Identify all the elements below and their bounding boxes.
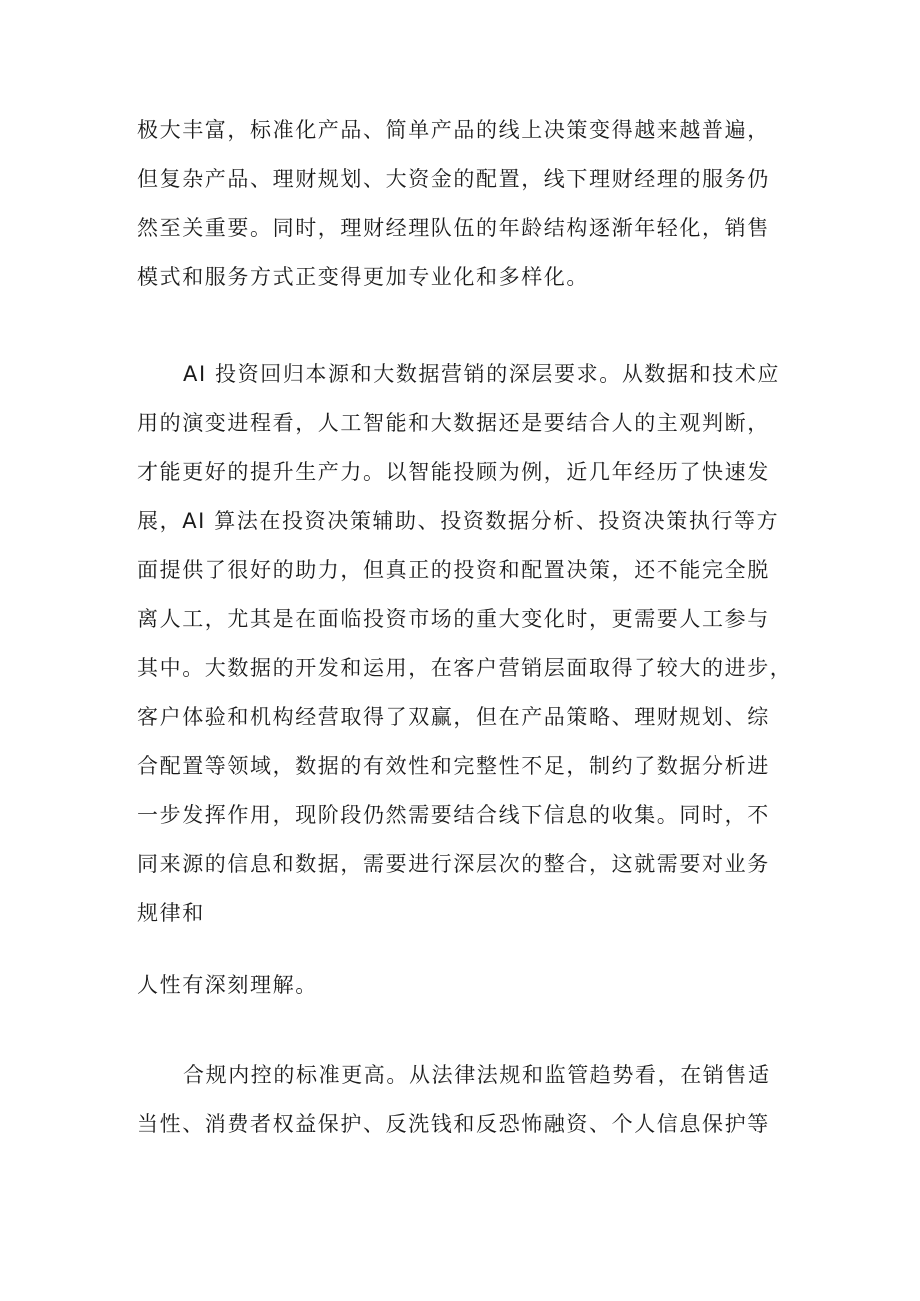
text-line: 展，AI 算法在投资决策辅助、投资数据分析、投资决策执行等方 bbox=[137, 509, 780, 533]
text-line: 客户体验和机构经营取得了双赢，但在产品策略、理财规划、综 bbox=[137, 705, 770, 729]
text-line: 然至关重要。同时，理财经理队伍的年龄结构逐渐年轻化，销售 bbox=[137, 216, 770, 240]
text-line: 用的演变进程看，人工智能和大数据还是要结合人的主观判断， bbox=[137, 411, 770, 435]
text-line: 模式和服务方式正变得更加专业化和多样化。 bbox=[137, 265, 589, 289]
text-line: 合配置等领域，数据的有效性和完整性不足，制约了数据分析进 bbox=[137, 754, 770, 778]
text-line: 当性、消费者权益保护、反洗钱和反恐怖融资、个人信息保护等 bbox=[137, 1112, 770, 1136]
text-line: 才能更好的提升生产力。以智能投顾为例，近几年经历了快速发 bbox=[137, 460, 770, 484]
text-line: AI 投资回归本源和大数据营销的深层要求。从数据和技术应 bbox=[183, 362, 781, 386]
text-line: 其中。大数据的开发和运用，在客户营销层面取得了较大的进步， bbox=[137, 656, 793, 680]
text-line: 规律和 bbox=[137, 901, 205, 925]
text-line: 合规内控的标准更高。从法律法规和监管趋势看，在销售适 bbox=[183, 1063, 771, 1087]
text-line: 人性有深刻理解。 bbox=[137, 973, 318, 997]
text-line: 但复杂产品、理财规划、大资金的配置，线下理财经理的服务仍 bbox=[137, 167, 770, 191]
text-line: 一步发挥作用，现阶段仍然需要结合线下信息的收集。同时，不 bbox=[137, 803, 770, 827]
text-line: 离人工，尤其是在面临投资市场的重大变化时，更需要人工参与 bbox=[137, 607, 770, 631]
text-line: 面提供了很好的助力，但真正的投资和配置决策，还不能完全脱 bbox=[137, 558, 770, 582]
text-line: 极大丰富，标准化产品、简单产品的线上决策变得越来越普遍， bbox=[137, 118, 770, 142]
text-line: 同来源的信息和数据，需要进行深层次的整合，这就需要对业务 bbox=[137, 852, 770, 876]
